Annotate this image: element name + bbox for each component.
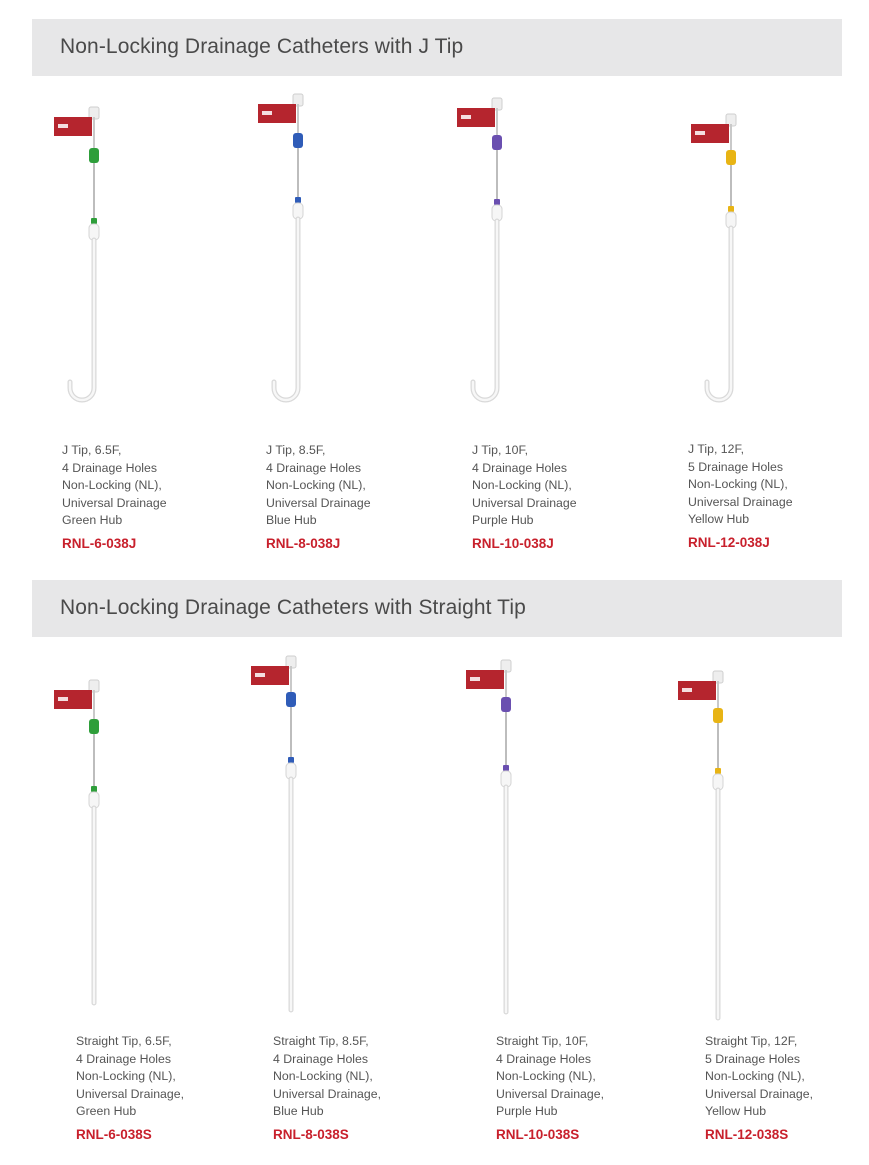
product-code: RNL-12-038J xyxy=(688,534,770,550)
desc-line: Straight Tip, 12F, xyxy=(705,1034,798,1048)
product-code: RNL-10-038J xyxy=(472,535,554,551)
desc-line: Universal Drainage, xyxy=(705,1086,813,1101)
desc-line: Non-Locking (NL), xyxy=(273,1069,373,1083)
desc-line: Purple Hub xyxy=(472,513,534,527)
desc-line: Straight Tip, 10F, xyxy=(496,1034,589,1048)
section-title: Non-Locking Drainage Catheters with J Tip xyxy=(60,35,464,58)
desc-line: Green Hub xyxy=(62,513,123,527)
tag-logo xyxy=(682,688,692,692)
desc-line: Universal Drainage, xyxy=(273,1086,381,1101)
desc-line: Non-Locking (NL), xyxy=(705,1069,805,1083)
desc-line: Blue Hub xyxy=(266,513,317,527)
desc-line: Universal Drainage, xyxy=(496,1086,604,1101)
desc-line: Universal Drainage xyxy=(688,494,793,509)
product-code: RNL-6-038S xyxy=(76,1126,152,1142)
product-code: RNL-10-038S xyxy=(496,1126,580,1142)
desc-line: 4 Drainage Holes xyxy=(62,460,158,475)
desc-line: 4 Drainage Holes xyxy=(496,1051,592,1066)
desc-line: 4 Drainage Holes xyxy=(273,1051,369,1066)
product-code: RNL-8-038J xyxy=(266,535,341,551)
product-code: RNL-12-038S xyxy=(705,1126,789,1142)
desc-line: Universal Drainage xyxy=(62,495,167,510)
desc-line: Straight Tip, 6.5F, xyxy=(76,1034,172,1048)
yellow-hub-collar xyxy=(715,768,721,774)
desc-line: Non-Locking (NL), xyxy=(688,477,788,491)
desc-line: Universal Drainage xyxy=(472,495,577,510)
desc-line: 4 Drainage Holes xyxy=(266,460,362,475)
section-title: Non-Locking Drainage Catheters with Straight Tip xyxy=(60,596,526,619)
desc-line: Non-Locking (NL), xyxy=(496,1069,596,1083)
desc-line: Non-Locking (NL), xyxy=(472,478,572,492)
desc-line: Universal Drainage, xyxy=(76,1086,184,1101)
desc-line: Non-Locking (NL), xyxy=(76,1069,176,1083)
desc-line: 5 Drainage Holes xyxy=(688,459,784,474)
desc-line: Green Hub xyxy=(76,1104,137,1118)
desc-line: Non-Locking (NL), xyxy=(62,478,162,492)
desc-line: Purple Hub xyxy=(496,1104,558,1118)
desc-line: Yellow Hub xyxy=(705,1104,767,1118)
desc-line: Blue Hub xyxy=(273,1104,324,1118)
desc-line: Non-Locking (NL), xyxy=(266,478,366,492)
desc-line: 4 Drainage Holes xyxy=(76,1051,172,1066)
desc-line: 5 Drainage Holes xyxy=(705,1051,801,1066)
desc-line: 4 Drainage Holes xyxy=(472,460,568,475)
desc-line: J Tip, 12F, xyxy=(688,442,745,456)
product-code: RNL-8-038S xyxy=(273,1126,349,1142)
desc-line: Straight Tip, 8.5F, xyxy=(273,1034,369,1048)
product-code: RNL-6-038J xyxy=(62,535,137,551)
yellow-hub xyxy=(713,708,723,723)
desc-line: J Tip, 8.5F, xyxy=(266,443,326,457)
desc-line: Yellow Hub xyxy=(688,512,750,526)
desc-line: Universal Drainage xyxy=(266,495,371,510)
desc-line: J Tip, 6.5F, xyxy=(62,443,122,457)
desc-line: J Tip, 10F, xyxy=(472,443,529,457)
